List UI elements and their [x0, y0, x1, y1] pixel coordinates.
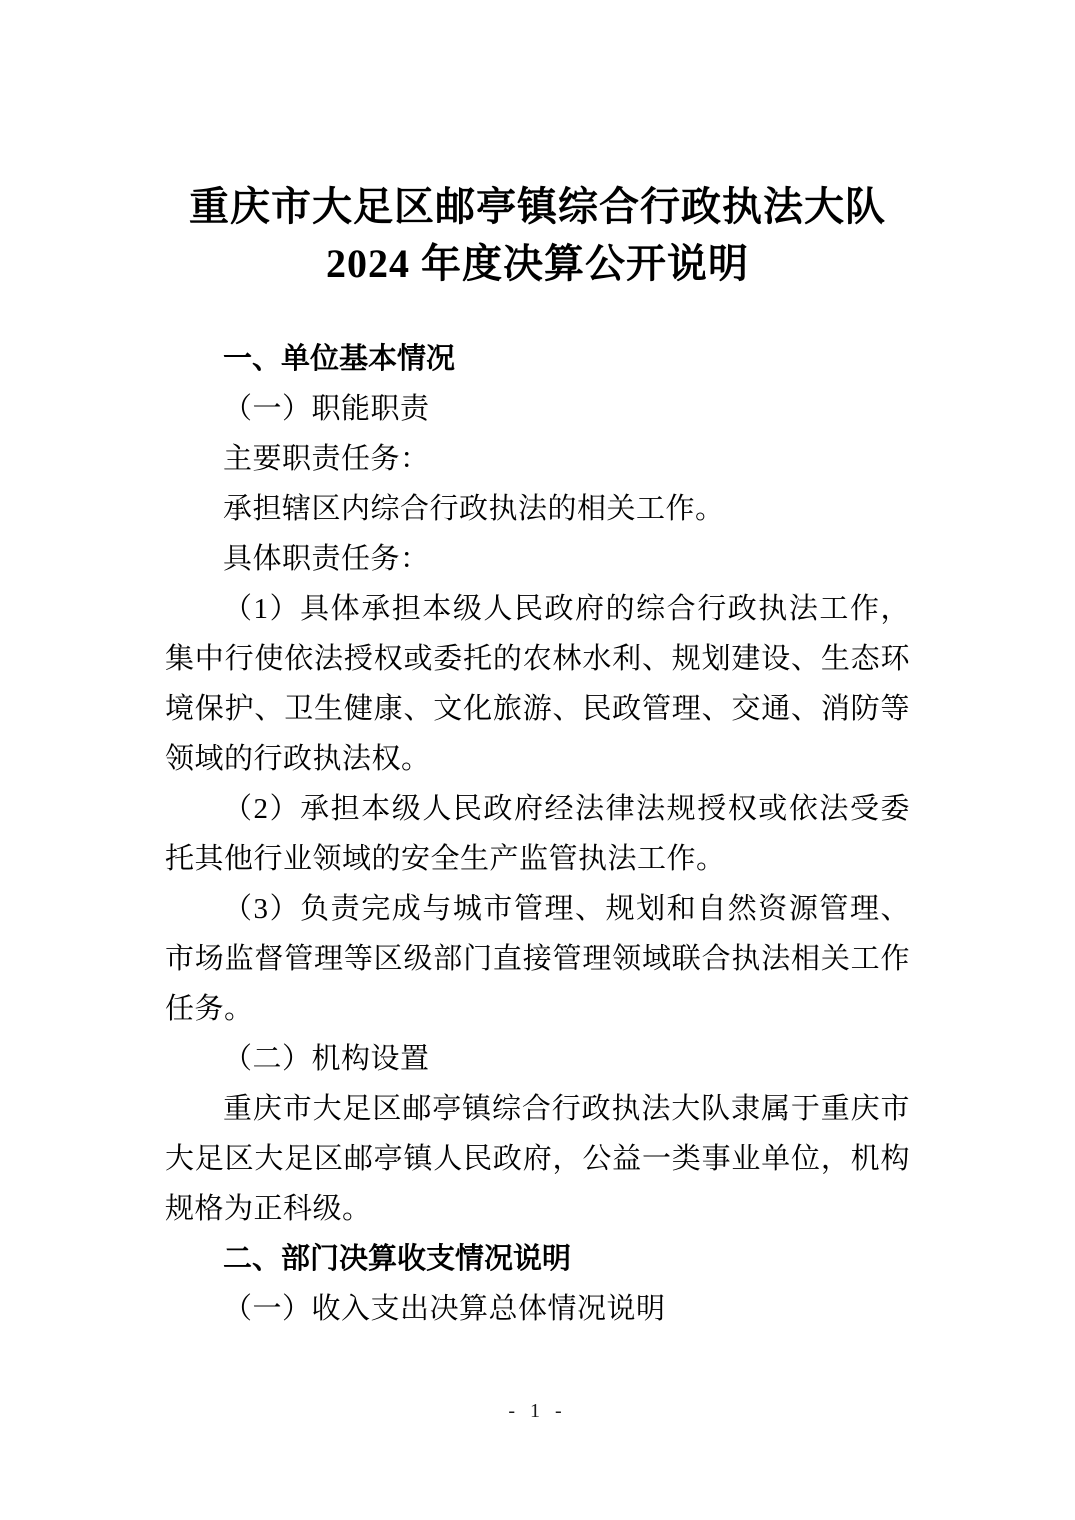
section-heading-2: 二、部门决算收支情况说明 [223, 1243, 572, 1275]
paragraph-duty-item-3: （3）负责完成与城市管理、规划和自然资源管理、市场监督管理等区级部门直接管理领域联合执法相关工作任务。 [165, 893, 910, 1025]
document-title [85, 0, 990, 292]
paragraph-duty-item-1: （1）具体承担本级人民政府的综合行政执法工作，集中行使依法授权或委托的农林水利、规划建设、生态环境保护、卫生健康、文化旅游、民政管理、交通、消防等领域的行政执法权。 [165, 593, 910, 775]
paragraph-main-duty-text: 承担辖区内综合行政执法的相关工作。 [223, 493, 725, 525]
section-heading-1: 一、单位基本情况 [223, 343, 456, 375]
subsection-heading-1-2: （二）机构设置 [223, 1043, 430, 1075]
title-line-1: 重庆市大足区邮亭镇综合行政执法大队 [189, 184, 886, 229]
title-line-2: 2024 年度决算公开说明 [326, 241, 749, 286]
document-body [165, 334, 910, 1334]
paragraph-main-duty-label: 主要职责任务： [223, 443, 430, 475]
paragraph-duty-item-2: （2）承担本级人民政府经法律法规授权或依法受委托其他行业领域的安全生产监管执法工作。 [165, 793, 910, 875]
paragraph-specific-duty-label: 具体职责任务： [223, 543, 430, 575]
page-number: - 1 - [508, 1400, 567, 1422]
subsection-heading-2-1: （一）收入支出决算总体情况说明 [223, 1293, 666, 1325]
subsection-heading-1-1: （一）职能职责 [223, 393, 430, 425]
paragraph-org-setup: 重庆市大足区邮亭镇综合行政执法大队隶属于重庆市大足区大足区邮亭镇人民政府，公益一类事业单位，机构规格为正科级。 [165, 1093, 910, 1225]
